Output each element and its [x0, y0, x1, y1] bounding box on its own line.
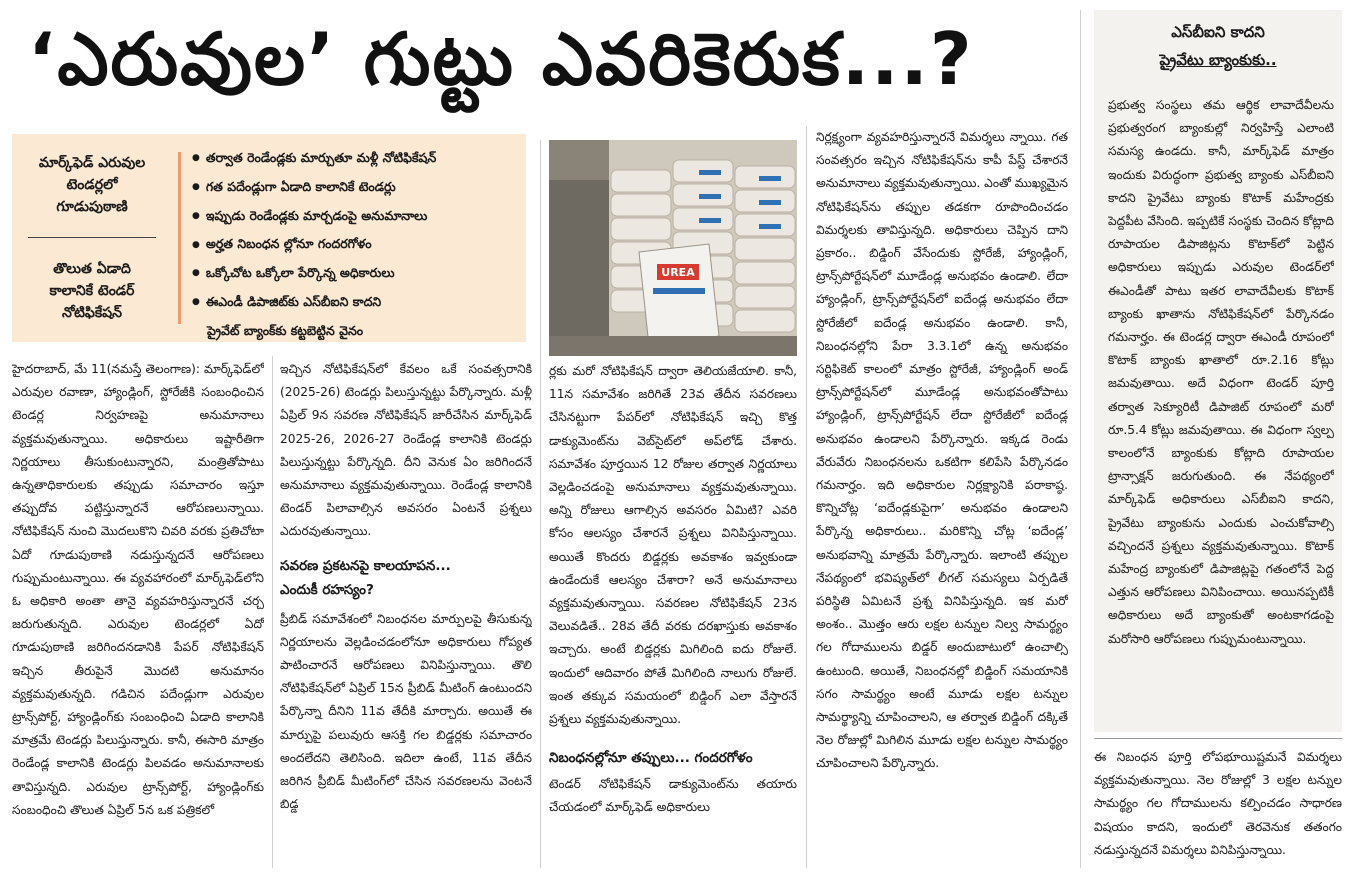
- sidebar-title: [1094, 18, 1342, 74]
- highlights-summary: [12, 134, 172, 342]
- column-rule: [1080, 10, 1081, 868]
- fertilizer-bags-illustration: [549, 140, 797, 356]
- highlight-item: ● తర్వాత రెండేండ్లకు మార్చుతూ మళ్లీ నోటిఫికేషన్: [192, 144, 522, 173]
- highlight-item: ● ఈఎండీ డిపాజిట్‌కు ఎస్‌బీఐని కాదని: [192, 288, 522, 317]
- article-paragraph: హైదరాబాద్, మే 11(నమస్తే తెలంగాణ): మార్క్‌ఫెడ్‌లో ఎరువుల రవాణా, హ్యాండ్లింగ్, స్టోరేజీకి సంబంధించిన టెండర్ల నిర్వహణపై అనుమానాలు వ్యక్తమవుతున్నాయి. అధికారులు ఇష్టారీతిగా నిర్ణయాలు తీసుకుంటున్నారని, మంత్రితోపాటు ఉన్నతాధికారులకు తప్పుడు సమాచారం ఇస్తూ తప్పుదోవ పట్టిస్తున్నారనే ఆరోపణలున్నాయి. నోటిఫికేషన్ నుంచి మొదలుకొని చివరి వరకు ప్రతిచోటా ఏదో గూడుపుఠాణి నడుస్తున్నదనే ఆరోపణలు గుప్పుమంటున్నాయి. ఈ వ్యవహారంలో మార్క్‌ఫెడ్‌లోని ఓ అధికారి అంతా తానై వ్యవహరిస్తున్నారనే చర్చ జరుగుతున్నది. ఎరువుల టెండర్లలో ఏదో గూడుపుఠాణి జరిగిందనడానికి పేపర్ నోటిఫికేషన్ ఇచ్చిన తీరుపైనే మొదటి అనుమానం వ్యక్తమవుతున్నది. గడిచిన పదేండ్లుగా ఎరువుల ట్రాన్స్‌పోర్ట్, హ్యాండ్లింగ్‌కు సంబంధించి ఏడాది కాలానికి మాత్రమే టెండర్లు పిలుస్తున్నారు. కానీ, ఈసారి మాత్రం రెండేండ్ల కాలానికి టెండర్లు పిలవడం అనుమానాలకు తావిస్తున్నది. ఎరువుల ట్రాన్స్‌పోర్ట్, హ్యాండ్లింగ్‌కు సంబంధించి తొలుత ఏప్రిల్ 5న ఒక పత్రికలో: [12, 362, 264, 817]
- column-rule: [540, 140, 541, 868]
- summary-line: తొలుత ఏడాది: [53, 261, 131, 278]
- highlights-separator: [178, 152, 181, 324]
- highlight-item: ● గత పదేండ్లుగా ఏడాది కాలానికే టెండర్లు: [192, 173, 522, 202]
- subheading: [280, 554, 532, 602]
- bag-label: UREA: [661, 266, 695, 279]
- article-column-4: [816, 126, 1068, 868]
- summary-divider: [28, 237, 156, 238]
- highlight-item-continued: ప్రైవేట్ బ్యాంక్‌కు కట్టబెట్టిన వైనం: [207, 322, 364, 338]
- highlights-list: [192, 144, 522, 345]
- sidebar-body: ప్రభుత్వ సంస్థలు తమ ఆర్థిక లావాదేవీలను ప్రభుత్వరంగ బ్యాంకుల్లో నిర్వహిస్తే ఎలాంటి సమస్య ఉండదు. కానీ, మార్క్‌ఫెడ్ మాత్రం ఇందుకు విరుద్ధంగా ప్రభుత్వ బ్యాంకు ఎస్‌బీఐని కాదని ప్రైవేటు బ్యాంకు కొటాక్ మహేంద్రకు పెద్దపీట వేసింది. ఇప్పటికే సంస్థకు చెందిన కోట్లాది రూపాయల డిపాజిట్లను కొటాక్‌లో పెట్టిన అధికారులు ఇప్పుడు ఎరువుల టెండర్‌లో ఈఎండీతో పాటు ఇతర లావాదేవీలకు కొటాక్ బ్యాంకు ఖాతాను నోటిఫికేషన్‌లో పేర్కొనడం గమనార్హం. ఈ టెండర్ల ద్వారా ఈఎండీ రూపంలో కొటాక్ బ్యాంకు ఖాతాలో రూ.2.16 కోట్లు జమవుతాయి. అదే విధంగా టెండర్ పూర్తి తర్వాత సెక్యూరిటీ డిపాజిట్ రూపంలో మరో రూ.5.4 కోట్లు జమవుతాయి. ఈ విధంగా స్వల్ప కాలంలోనే బ్యాంకుకు కోట్లాది రూపాయల ట్రాన్సాక్షన్ జరుగుతుంది. ఈ నేపథ్యంలో మార్క్‌ఫెడ్ అధికారులు ఎస్‌బీఐని కాదని, ప్రైవేటు బ్యాంకును ఎందుకు ఎంచుకోవాల్సి వచ్చిందనే ప్రశ్నలు వ్యక్తమవుతున్నాయి. కొటాక్ మహేంద్ర బ్యాంకులో డిపాజిట్లపై గతంలోనే పెద్ద ఎత్తున ఆరోపణలు వినిపించాయి. అయినప్పటికీ అధికారులు అదే బ్యాంకుతో అంటకాగడంపై మరోసారి ఆరోపణలు గుప్పుమంటున్నాయి.: [1108, 98, 1334, 646]
- highlight-item: ● ఒక్కోచోట ఒక్కోలా పేర్కొన్న అధికారులు: [192, 259, 522, 288]
- summary-line: కాలానికే టెండర్: [49, 283, 135, 300]
- summary-line: గూడుపుఠాణి: [56, 198, 128, 215]
- article-paragraph: ప్రీబిడ్ సమావేశంలో నిబంధనల మార్పులపై తీసుకున్న నిర్ణయాలను వెల్లడించడంలోనూ అధికారులు గోప్యత పాటించారనే ఆరోపణలు వినిపిస్తున్నాయి. తొలి నోటిఫికేషన్‌లో ఏప్రిల్ 15న ప్రీబిడ్ మీటింగ్ ఉంటుందని పేర్కొన్నా దీనిని 11వ తేదీకి మార్చారు. అయితే ఈ మార్పుపై పలువురు ఆసక్తి గల బిడ్డర్లకు సమాచారం అందలేదని తెలిసింది. ఇదిలా ఉంటే, 11వ తేదీన జరిగిన ప్రీబిడ్ మీటింగ్‌లో చేసిన సవరణలను వెంటనే బిడ్డ: [280, 611, 532, 812]
- summary-line: నోటిఫికేషన్: [61, 305, 122, 322]
- summary-line: మార్క్‌ఫెడ్ ఎరువుల: [38, 154, 146, 171]
- article-column-1: [12, 358, 264, 868]
- article-column-5: [1094, 746, 1342, 868]
- column-rule: [806, 126, 807, 868]
- article-paragraph: ర్లకు మరో నోటిఫికేషన్ ద్వారా తెలియజేయాలి. కానీ, 11న సమావేశం జరిగితే 23వ తేదీన సవరణలు చేసినట్టుగా పేపర్‌లో నోటిఫికేషన్ ఇచ్చి కొత్త డాక్యుమెంట్‌ను వెబ్‌సైట్‌లో అప్‌లోడ్ చేశారు. సమావేశం పూర్తయిన 12 రోజుల తర్వాత నిర్ణయాలు వెల్లడించడంపై అనుమానాలు వ్యక్తమవుతున్నాయి. అన్ని రోజులు ఆగాల్సిన అవసరం ఏమిటి? ఎవరి కోసం ఆలస్యం చేశారనే ప్రశ్నలు వినిపిస్తున్నాయి. అయితే కొందరు బిడ్డర్లకు అవకాశం ఇవ్వకుండా ఉండేందుకే ఆలస్యం చేశారా? అనే అనుమానాలు వ్యక్తమవుతున్నాయి. సవరణల నోటిఫికేషన్ 23న వెలువడితే.. 28వ తేదీ వరకు దరఖాస్తుకు అవకాశం ఇచ్చారు. అంటే బిడ్డర్లకు మిగిలింది ఐదు రోజులే. ఇందులో ఆదివారం పోతే మిగిలింది నాలుగు రోజులే. ఇంత తక్కువ సమయంలో బిడ్డింగ్ ఎలా వేస్తారనే ప్రశ్నలు వ్యక్తమవుతున్నాయి.: [549, 364, 797, 727]
- article-paragraph: ఇచ్చిన నోటిఫికేషన్‌లో కేవలం ఒకే సంవత్సరానికి (2025-26) టెండర్లు పిలుస్తున్నట్టు పేర్కొన్నారు. మళ్లీ ఏప్రిల్ 9న సవరణ నోటిఫికేషన్ జారీచేసిన మార్క్‌ఫెడ్ 2025-26, 2026-27 రెండేండ్ల కాలానికి టెండర్లు పిలుస్తున్నట్టు పేర్కొన్నది. దీని వెనుక ఏం జరిగిందనే అనుమానాలు వ్యక్తమవుతున్నాయి. రెండేండ్ల కాలానికి టెండర్ పిలావాల్సిన అవసరం ఏంటనే ప్రశ్నలు ఎదురవుతున్నాయి.: [280, 362, 532, 539]
- article-paragraph: నిర్లక్ష్యంగా వ్యవహరిస్తున్నారనే విమర్శలు న్నాయి. గత సంవత్సరం ఇచ్చిన నోటిఫికేషన్‌ను కాపీ పేస్ట్ చేశారనే అనుమానాలు వ్యక్తమవుతున్నాయి. ఎంతో ముఖ్యమైన నోటిఫికేషన్‌ను తప్పుల తడకగా రూపొందించడం విమర్శలకు తావిస్తున్నది. అధికారులు చెప్పిన దాని ప్రకారం.. బిడ్డింగ్ వేసేందుకు స్టోరేజీ, హ్యాండ్లింగ్, ట్రాన్స్‌పోర్టేషన్‌లో మూడేండ్ల అనుభవం ఉండాలి. లేదా హ్యాండ్లింగ్, ట్రాన్స్‌పోర్టేషన్‌లో ఐదేండ్ల అనుభవం లేదా స్టోరేజీలో ఐదేండ్ల అనుభవం ఉండాలి. కానీ, నిబంధనల్లోని పేరా 3.3.1లో ఉన్న అనుభవం సర్టిఫికెట్ కాలంలో మాత్రం స్టోరేజీ, హ్యాండ్లింగ్ అండ్ ట్రాన్స్‌పోర్టేషన్‌లో మూడేండ్ల అనుభవంతోపాటు హ్యాండ్లింగ్, ట్రాన్స్‌పోర్టేషన్ లేదా స్టోరేజీలో ఐదేండ్ల అనుభవం ఉండాలని పేర్కొన్నారు. ఇక్కడ రెండు వేరువేరు నిబంధనలను ఒకటిగా కలిపేసి పేర్కొనడం గమనార్హం. ఇది అధికారుల నిర్లక్ష్యానికి పరాకాష్ఠ. కొన్నిచోట్ల ‘ఐదేండ్లకుపైగా’ అనుభవం ఉండాలని పేర్కొన్న అధికారులు.. మరికొన్ని చోట్ల ‘ఐదేండ్ల’ అనుభవాన్ని మాత్రమే పేర్కొన్నారు. ఇలాంటి తప్పుల నేపథ్యంలో భవిష్యత్‌లో లీగల్ సమస్యలు ఏర్పడితే పరిస్థితి ఏమిటనే ప్రశ్న వినిపిస్తున్నది. ఇక మరో అంశం.. మొత్తం ఆరు లక్షల టన్నుల నిల్వ సామర్థ్యం గల గోదాములను బిడ్డర్ అందుబాటులో ఉంచాల్సి ఉంటుంది. అయితే, నిబంధనల్లో బిడ్డింగ్ సమయానికి సగం సామర్థ్యం అంటే మూడు లక్షల టన్నుల సామర్థ్యాన్ని చూపించాలని, ఆ తర్వాత బిడ్డింగ్ దక్కితే నెల రోజుల్లో మిగిలిన మూడు లక్షల టన్నుల సామర్థ్యం చూపించాలని పేర్కొన్నారు.: [816, 130, 1068, 771]
- column-rule: [272, 356, 273, 868]
- highlights-box: [12, 134, 526, 342]
- article-column-3: [549, 360, 797, 868]
- headline: ‘ఎరువుల’ గుట్టు ఎవరికెరుక...?: [28, 17, 974, 101]
- sidebar-title-line: ప్రైవేటు బ్యాంకుకు..: [1159, 51, 1277, 69]
- summary-line: టెండర్లలో: [66, 176, 118, 193]
- highlight-item: ● ఇప్పుడు రెండేండ్లకు మార్చడంపై అనుమానాలు: [192, 202, 522, 231]
- article-column-2: [280, 358, 532, 868]
- fertilizer-bags-photo: [549, 140, 797, 356]
- sidebar-box: [1094, 10, 1342, 732]
- article-paragraph: టెండర్ నోటిఫికేషన్ డాక్యుమెంట్‌ను తయారు చేయడంలో మార్క్‌ఫెడ్ అధికారులు: [549, 777, 797, 815]
- subheading-line: సవరణ ప్రకటనపై కాలయాపన...: [280, 557, 451, 574]
- sidebar-divider: [1094, 738, 1342, 739]
- subheading: నిబంధనల్లోనూ తప్పులు... గందరగోళం: [549, 750, 753, 767]
- article-paragraph: ఈ నిబంధన పూర్తి లోపభూయిష్టమనే విమర్శలు వ్యక్తమవుతున్నాయి. నెల రోజుల్లో 3 లక్షల టన్నుల సామర్థ్యం గల గోదాములను కల్పించడం సాధారణ విషయం కాదని, ఇందులో తెరవెనుక తతంగం నడుస్తున్నదనే విమర్శలు వినిపిస్తున్నాయి.: [1094, 750, 1342, 857]
- summary-top: [39, 152, 145, 218]
- sidebar-title-line: ఎస్‌బీఐని కాదని: [1171, 23, 1265, 41]
- subheading-line: ఎందుకీ రహస్యం?: [280, 581, 374, 598]
- highlight-item: ● అర్హత నిబంధన ల్లోనూ గందరగోళం: [192, 230, 522, 259]
- summary-bottom: [50, 258, 135, 324]
